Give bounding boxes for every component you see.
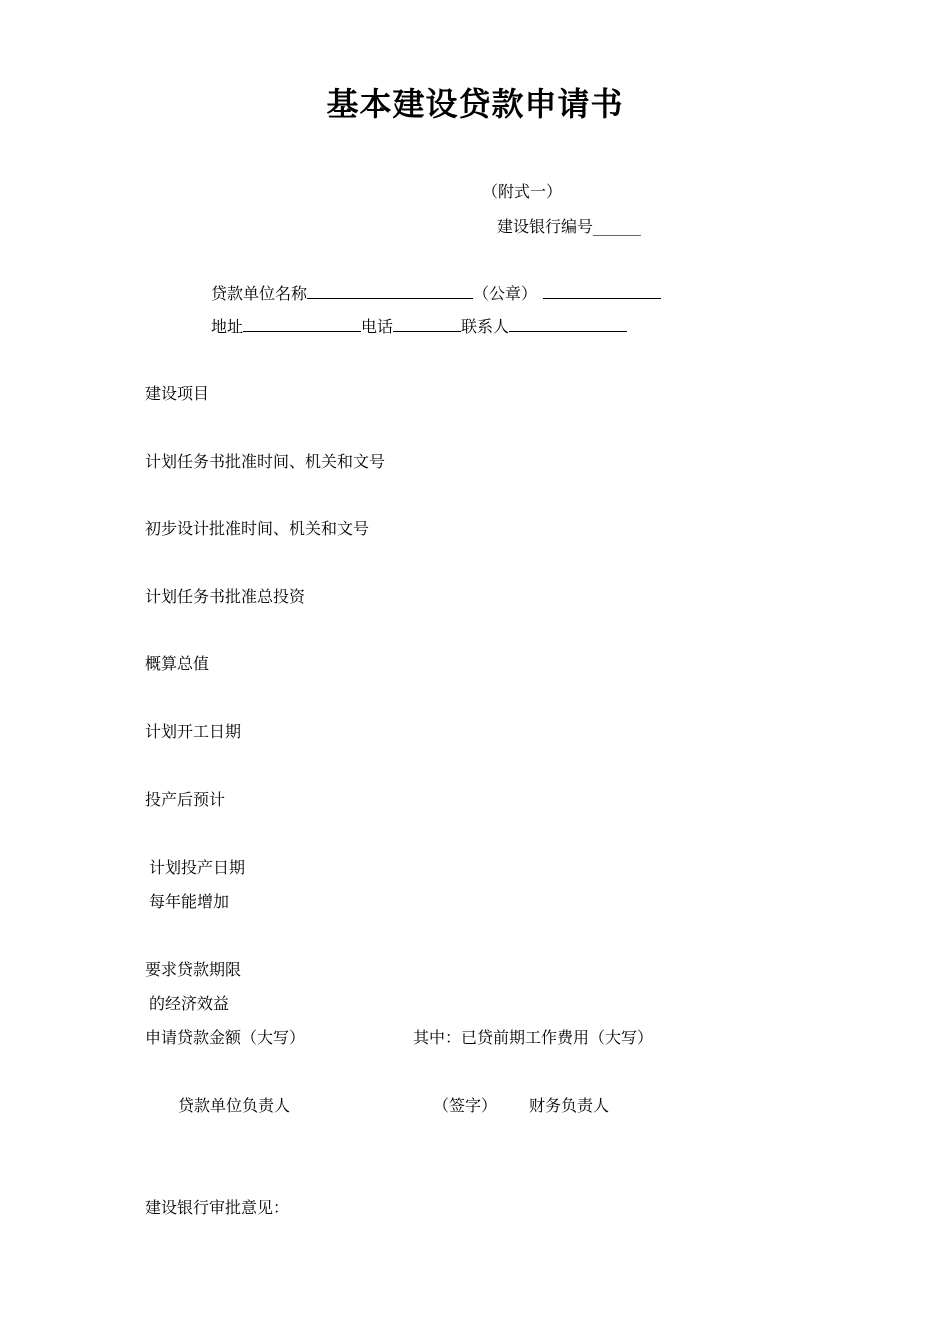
field-prior-cost: 其中：已贷前期工作费用（大写） xyxy=(413,1028,654,1047)
bank-number-label: 建设银行编号______ xyxy=(497,217,642,236)
page-title: 基本建设贷款申请书 xyxy=(326,85,624,123)
attachment-label: （附式一） xyxy=(482,182,563,201)
unit-name-row xyxy=(211,284,661,304)
field-planned-start-date: 计划开工日期 xyxy=(145,722,242,741)
address-label: 地址 xyxy=(211,317,244,336)
contact-field[interactable] xyxy=(509,317,627,332)
field-annual-capacity-increase: 每年能增加 xyxy=(149,892,230,911)
field-loan-amount: 申请贷款金额（大写） xyxy=(145,1028,306,1047)
field-project: 建设项目 xyxy=(145,384,210,403)
phone-label: 电话 xyxy=(361,317,394,336)
sign-label: （签字） xyxy=(433,1096,498,1115)
finance-head-label: 财务负责人 xyxy=(529,1096,610,1115)
unit-head-label: 贷款单位负责人 xyxy=(178,1096,291,1115)
unit-name-field[interactable] xyxy=(307,284,473,299)
field-plan-approval: 计划任务书批准时间、机关和文号 xyxy=(145,452,386,471)
seal-label: （公章） xyxy=(473,284,538,303)
field-budget-total: 概算总值 xyxy=(145,654,210,673)
bank-opinion-label: 建设银行审批意见： xyxy=(145,1198,290,1217)
field-post-production-estimate: 投产后预计 xyxy=(145,790,226,809)
unit-name-label: 贷款单位名称 xyxy=(211,284,308,303)
address-field[interactable] xyxy=(243,317,361,332)
contact-row xyxy=(211,317,627,337)
field-plan-total-investment: 计划任务书批准总投资 xyxy=(145,587,306,606)
field-loan-term: 要求贷款期限 xyxy=(145,960,242,979)
field-preliminary-design: 初步设计批准时间、机关和文号 xyxy=(145,519,370,538)
field-economic-benefit: 的经济效益 xyxy=(149,994,230,1013)
field-planned-production-date: 计划投产日期 xyxy=(149,858,246,877)
phone-field[interactable] xyxy=(393,317,461,332)
seal-field[interactable] xyxy=(543,284,661,299)
contact-label: 联系人 xyxy=(461,317,510,336)
